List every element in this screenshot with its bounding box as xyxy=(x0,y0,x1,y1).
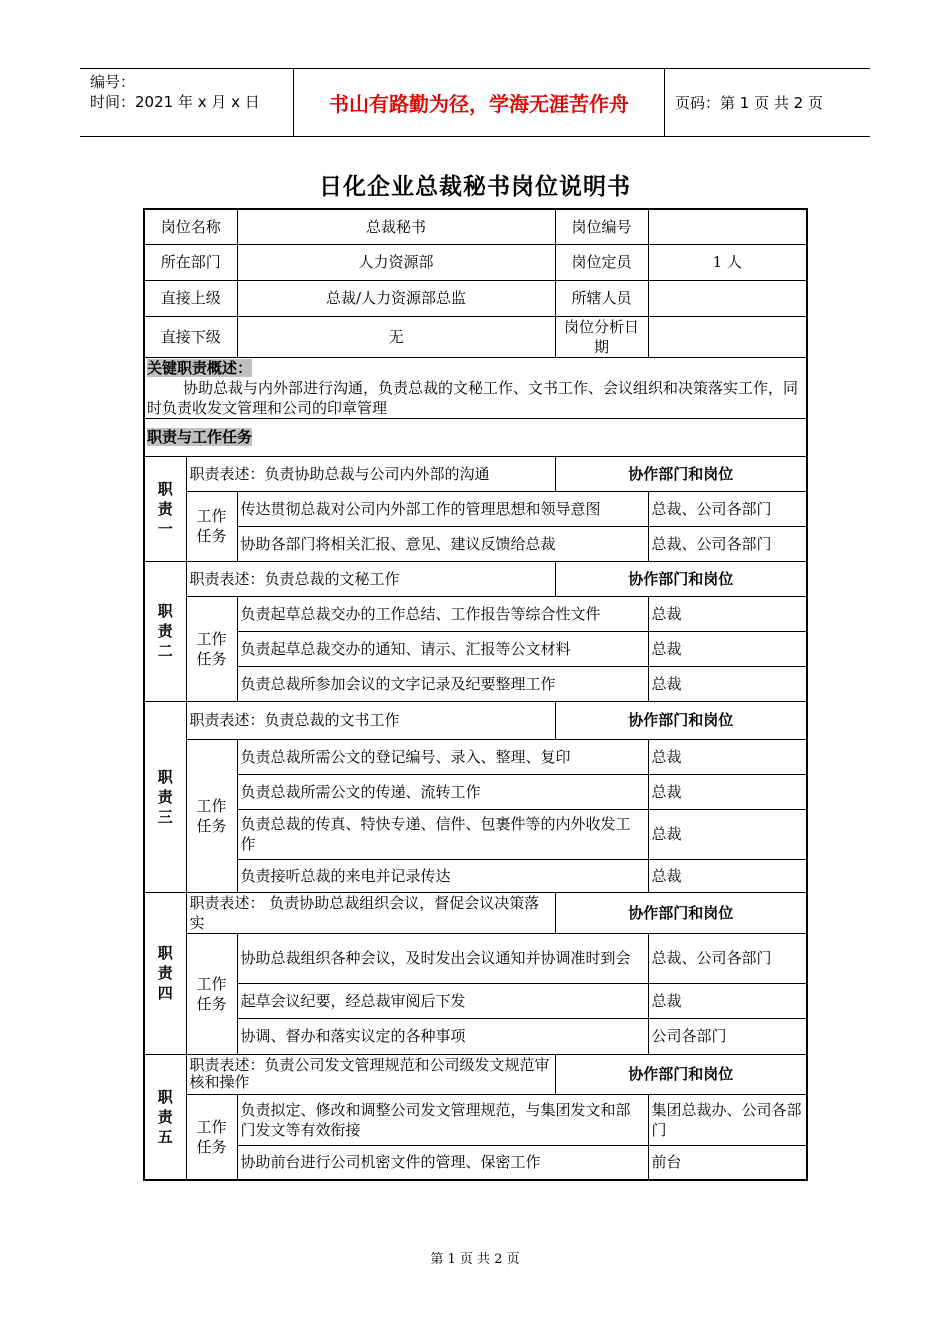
task-row xyxy=(144,1094,807,1145)
task-text: 负责总裁所参加会议的文字记录及纪要整理工作 xyxy=(237,666,648,701)
task-dept: 公司各部门 xyxy=(648,1018,807,1054)
task-dept: 总裁、公司各部门 xyxy=(648,526,807,561)
task-label: 工作 任务 xyxy=(186,596,237,701)
task-label: 工作 任务 xyxy=(186,491,237,561)
duty-statement-row xyxy=(144,1054,807,1094)
task-text: 协助总裁组织各种会议，及时发出会议通知并协调准时到会 xyxy=(237,933,648,983)
task-text: 负责拟定、修改和调整公司发文管理规范，与集团发文和部门发文等有效衔接 xyxy=(237,1094,648,1145)
task-row xyxy=(144,491,807,526)
info-label: 岗位分析日期 xyxy=(555,316,648,357)
coop-header: 协作部门和岗位 xyxy=(555,701,807,739)
info-label: 岗位名称 xyxy=(144,209,237,244)
info-label: 直接上级 xyxy=(144,280,237,316)
task-text: 负责总裁所需公文的登记编号、录入、整理、复印 xyxy=(237,739,648,774)
header-motto: 书山有路勤为径，学海无涯苦作舟 xyxy=(294,69,665,136)
task-row xyxy=(144,1018,807,1054)
task-text: 起草会议纪要，经总裁审阅后下发 xyxy=(237,983,648,1018)
info-value: 总裁/人力资源部总监 xyxy=(237,280,555,316)
task-text: 负责起草总裁交办的通知、请示、汇报等公文材料 xyxy=(237,631,648,666)
task-text: 负责接听总裁的来电并记录传达 xyxy=(237,859,648,892)
task-text: 协助前台进行公司机密文件的管理、保密工作 xyxy=(237,1145,648,1180)
task-row xyxy=(144,809,807,859)
task-row xyxy=(144,739,807,774)
duty-label: 职 责 四 xyxy=(144,892,186,1054)
task-text: 负责总裁所需公文的传递、流转工作 xyxy=(237,774,648,809)
summary-heading: 关键职责概述： xyxy=(147,358,253,377)
header-meta xyxy=(80,69,294,136)
info-label: 所在部门 xyxy=(144,244,237,280)
duties-heading-row xyxy=(144,418,807,456)
coop-header: 协作部门和岗位 xyxy=(555,1054,807,1094)
summary-cell xyxy=(144,357,807,418)
task-text: 负责总裁的传真、特快专递、信件、包裹件等的内外收发工作 xyxy=(237,809,648,859)
document-number-label: 编号： xyxy=(90,73,136,91)
info-label: 岗位定员 xyxy=(555,244,648,280)
task-text: 负责起草总裁交办的工作总结、工作报告等综合性文件 xyxy=(237,596,648,631)
info-label: 直接下级 xyxy=(144,316,237,357)
job-description-table xyxy=(143,208,808,1181)
duties-heading: 职责与工作任务 xyxy=(147,428,253,446)
task-row xyxy=(144,859,807,892)
task-dept: 集团总裁办、公司各部门 xyxy=(648,1094,807,1145)
task-dept: 总裁 xyxy=(648,631,807,666)
info-row xyxy=(144,209,807,244)
task-dept: 总裁 xyxy=(648,596,807,631)
task-dept: 总裁、公司各部门 xyxy=(648,933,807,983)
duties-heading-cell xyxy=(144,418,807,456)
summary-text: 协助总裁与内外部进行沟通，负责总裁的文秘工作、文书工作、会议组织和决策落实工作，同时负责收发文管理和公司的印章管理 xyxy=(147,378,799,417)
info-label: 所辖人员 xyxy=(555,280,648,316)
document-title: 日化企业总裁秘书岗位说明书 xyxy=(319,174,631,200)
info-row xyxy=(144,316,807,357)
task-row xyxy=(144,666,807,701)
coop-header: 协作部门和岗位 xyxy=(555,561,807,596)
task-dept: 总裁 xyxy=(648,859,807,892)
task-dept: 总裁 xyxy=(648,739,807,774)
document-time: 时间：2021 年 x 月 x 日 xyxy=(90,93,260,111)
duty-statement: 职责表述：负责公司发文管理规范和公司级发文规范审核和操作 xyxy=(186,1054,555,1094)
task-text: 协助各部门将相关汇报、意见、建议反馈给总裁 xyxy=(237,526,648,561)
duty-label: 职 责 一 xyxy=(144,456,186,561)
task-dept: 总裁 xyxy=(648,774,807,809)
duty-statement-row xyxy=(144,701,807,739)
duty-label: 职 责 二 xyxy=(144,561,186,701)
info-row xyxy=(144,244,807,280)
task-text: 协调、督办和落实议定的各种事项 xyxy=(237,1018,648,1054)
task-dept: 总裁 xyxy=(648,809,807,859)
info-value xyxy=(648,316,807,357)
header-page-code: 页码：第 1 页 共 2 页 xyxy=(675,94,823,112)
duty-label: 职 责 五 xyxy=(144,1054,186,1180)
task-dept: 前台 xyxy=(648,1145,807,1180)
duty-statement: 职责表述：负责总裁的文秘工作 xyxy=(186,561,555,596)
duty-statement: 职责表述：负责协助总裁与公司内外部的沟通 xyxy=(186,456,555,491)
page-footer: 第 1 页 共 2 页 xyxy=(430,1252,520,1267)
coop-header: 协作部门和岗位 xyxy=(555,892,807,933)
info-value xyxy=(648,209,807,244)
task-row xyxy=(144,526,807,561)
info-value: 无 xyxy=(237,316,555,357)
page-header xyxy=(80,68,870,137)
info-value: 总裁秘书 xyxy=(237,209,555,244)
task-row xyxy=(144,631,807,666)
task-row xyxy=(144,774,807,809)
task-dept: 总裁 xyxy=(648,983,807,1018)
task-dept: 总裁 xyxy=(648,666,807,701)
duty-label: 职 责 三 xyxy=(144,701,186,892)
duty-statement: 职责表述：负责总裁的文书工作 xyxy=(186,701,555,739)
summary-row xyxy=(144,357,807,418)
duty-statement-row xyxy=(144,892,807,933)
task-label: 工作 任务 xyxy=(186,739,237,892)
task-dept: 总裁、公司各部门 xyxy=(648,491,807,526)
task-label: 工作 任务 xyxy=(186,1094,237,1180)
duty-statement-row xyxy=(144,561,807,596)
task-row xyxy=(144,983,807,1018)
info-value: 1 人 xyxy=(648,244,807,280)
duty-statement: 职责表述： 负责协助总裁组织会议，督促会议决策落实 xyxy=(186,892,555,933)
info-label: 岗位编号 xyxy=(555,209,648,244)
task-row xyxy=(144,933,807,983)
task-text: 传达贯彻总裁对公司内外部工作的管理思想和领导意图 xyxy=(237,491,648,526)
info-row xyxy=(144,280,807,316)
duty-statement-row xyxy=(144,456,807,491)
task-row xyxy=(144,596,807,631)
info-value: 人力资源部 xyxy=(237,244,555,280)
coop-header: 协作部门和岗位 xyxy=(555,456,807,491)
task-row xyxy=(144,1145,807,1180)
info-value xyxy=(648,280,807,316)
task-label: 工作 任务 xyxy=(186,933,237,1054)
